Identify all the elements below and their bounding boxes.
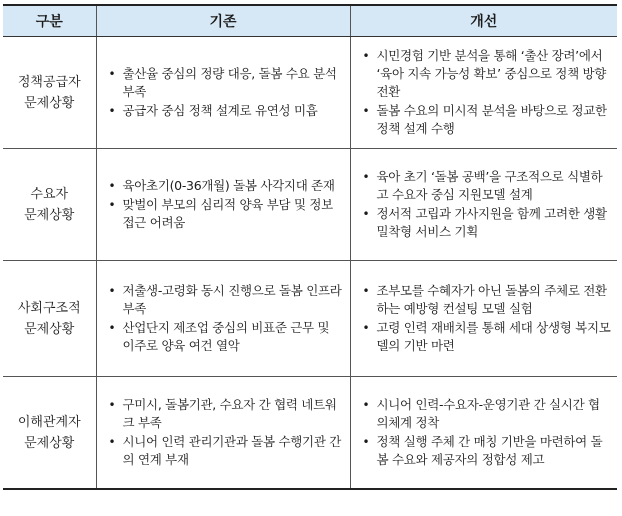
category-cell bbox=[3, 37, 96, 149]
list-item bbox=[361, 396, 612, 432]
bullet-icon: • bbox=[108, 320, 116, 335]
list-item-text: 산업단지 제조업 중심의 비표준 근무 및 이주로 양육 여건 열악 bbox=[122, 319, 330, 353]
comparison-table bbox=[3, 4, 617, 490]
category-label-line2: 문제상황 bbox=[24, 435, 75, 451]
list-item-text: 육아초기(0-36개월) 돌봄 사각지대 존재 bbox=[122, 177, 335, 193]
category-label-line2: 문제상황 bbox=[24, 207, 75, 223]
list-item bbox=[107, 102, 344, 120]
bullet-icon: • bbox=[362, 206, 370, 221]
category-label-line2: 문제상황 bbox=[24, 321, 75, 337]
header-after: 개선 bbox=[350, 5, 617, 37]
header-category: 구분 bbox=[3, 5, 96, 37]
bullet-icon: • bbox=[108, 197, 116, 212]
list-item-text: 돌봄 수요의 미시적 분석을 바탕으로 정교한 정책 설계 수행 bbox=[376, 102, 607, 136]
after-cell bbox=[350, 377, 617, 490]
bullet-icon: • bbox=[362, 283, 370, 298]
list-item bbox=[107, 196, 344, 232]
list-item-text: 구미시, 돌봄기관, 수요자 간 협력 네트워크 부족 bbox=[122, 396, 337, 430]
bullet-icon: • bbox=[108, 66, 116, 81]
list-item-text: 육아 초기 ‘돌봄 공백’을 구조적으로 식별하고 수요자 중심 지원모델 설계 bbox=[376, 168, 603, 202]
header-before: 기존 bbox=[96, 5, 350, 37]
bullet-icon: • bbox=[108, 397, 116, 412]
category-label-line1: 수요자 bbox=[30, 186, 69, 202]
list-item bbox=[361, 47, 612, 101]
list-item bbox=[107, 319, 344, 355]
table-row bbox=[3, 37, 617, 149]
list-item-text: 정책 실행 주체 간 매칭 기반을 마련하여 돌봄 수요와 제공자의 정합성 제고 bbox=[376, 433, 603, 467]
bullet-icon: • bbox=[362, 397, 370, 412]
list-item bbox=[361, 102, 612, 138]
category-label-line1: 이해관계자 bbox=[17, 414, 81, 430]
category-label-line1: 사회구조적 bbox=[17, 300, 81, 316]
list-item bbox=[107, 433, 344, 469]
list-item bbox=[107, 177, 344, 195]
list-item bbox=[107, 396, 344, 432]
list-item-text: 출산율 중심의 정량 대응, 돌봄 수요 분석 부족 bbox=[122, 65, 337, 99]
before-cell bbox=[96, 377, 350, 490]
bullet-icon: • bbox=[362, 103, 370, 118]
table-header-row bbox=[3, 5, 617, 37]
list-item bbox=[361, 319, 612, 355]
after-cell bbox=[350, 261, 617, 377]
list-item-text: 고령 인력 재배치를 통해 세대 상생형 복지모델의 기반 마련 bbox=[376, 319, 611, 353]
table-row bbox=[3, 149, 617, 261]
list-item-text: 저출생-고령화 동시 진행으로 돌봄 인프라 부족 bbox=[122, 282, 342, 316]
list-item bbox=[361, 282, 612, 318]
list-item-text: 조부모를 수혜자가 아닌 돌봄의 주체로 전환하는 예방형 컨설팅 모델 실험 bbox=[376, 282, 607, 316]
list-item bbox=[361, 168, 612, 204]
bullet-icon: • bbox=[362, 48, 370, 63]
bullet-icon: • bbox=[108, 434, 116, 449]
list-item-text: 시니어 인력-수요자-운영기관 간 실시간 협의체계 정착 bbox=[376, 396, 600, 430]
bullet-icon: • bbox=[362, 434, 370, 449]
category-label-line2: 문제상황 bbox=[24, 95, 75, 111]
list-item bbox=[107, 282, 344, 318]
list-item bbox=[107, 65, 344, 101]
list-item-text: 시니어 인력 관리기관과 돌봄 수행기관 간의 연계 부재 bbox=[122, 433, 342, 467]
comparison-table-container bbox=[3, 4, 617, 490]
bullet-icon: • bbox=[362, 169, 370, 184]
category-cell bbox=[3, 261, 96, 377]
category-cell bbox=[3, 149, 96, 261]
bullet-icon: • bbox=[108, 103, 116, 118]
list-item bbox=[361, 205, 612, 241]
category-label-line1: 정책공급자 bbox=[17, 74, 81, 90]
list-item-text: 맞벌이 부모의 심리적 양육 부담 및 정보 접근 어려움 bbox=[122, 196, 333, 230]
bullet-icon: • bbox=[362, 320, 370, 335]
list-item bbox=[361, 433, 612, 469]
before-cell bbox=[96, 149, 350, 261]
before-cell bbox=[96, 37, 350, 149]
before-cell bbox=[96, 261, 350, 377]
table-row bbox=[3, 261, 617, 377]
after-cell bbox=[350, 149, 617, 261]
bullet-icon: • bbox=[108, 178, 116, 193]
list-item-text: 공급자 중심 정책 설계로 유연성 미흡 bbox=[122, 102, 318, 118]
after-cell bbox=[350, 37, 617, 149]
list-item-text: 시민경험 기반 분석을 통해 ‘출산 장려’에서 ‘육아 지속 가능성 확보’ 중심으로 정책 방향 전환 bbox=[376, 47, 607, 99]
list-item-text: 정서적 고립과 가사지원을 함께 고려한 생활밀착형 서비스 기획 bbox=[376, 205, 607, 239]
table-row bbox=[3, 377, 617, 490]
bullet-icon: • bbox=[108, 283, 116, 298]
category-cell bbox=[3, 377, 96, 490]
